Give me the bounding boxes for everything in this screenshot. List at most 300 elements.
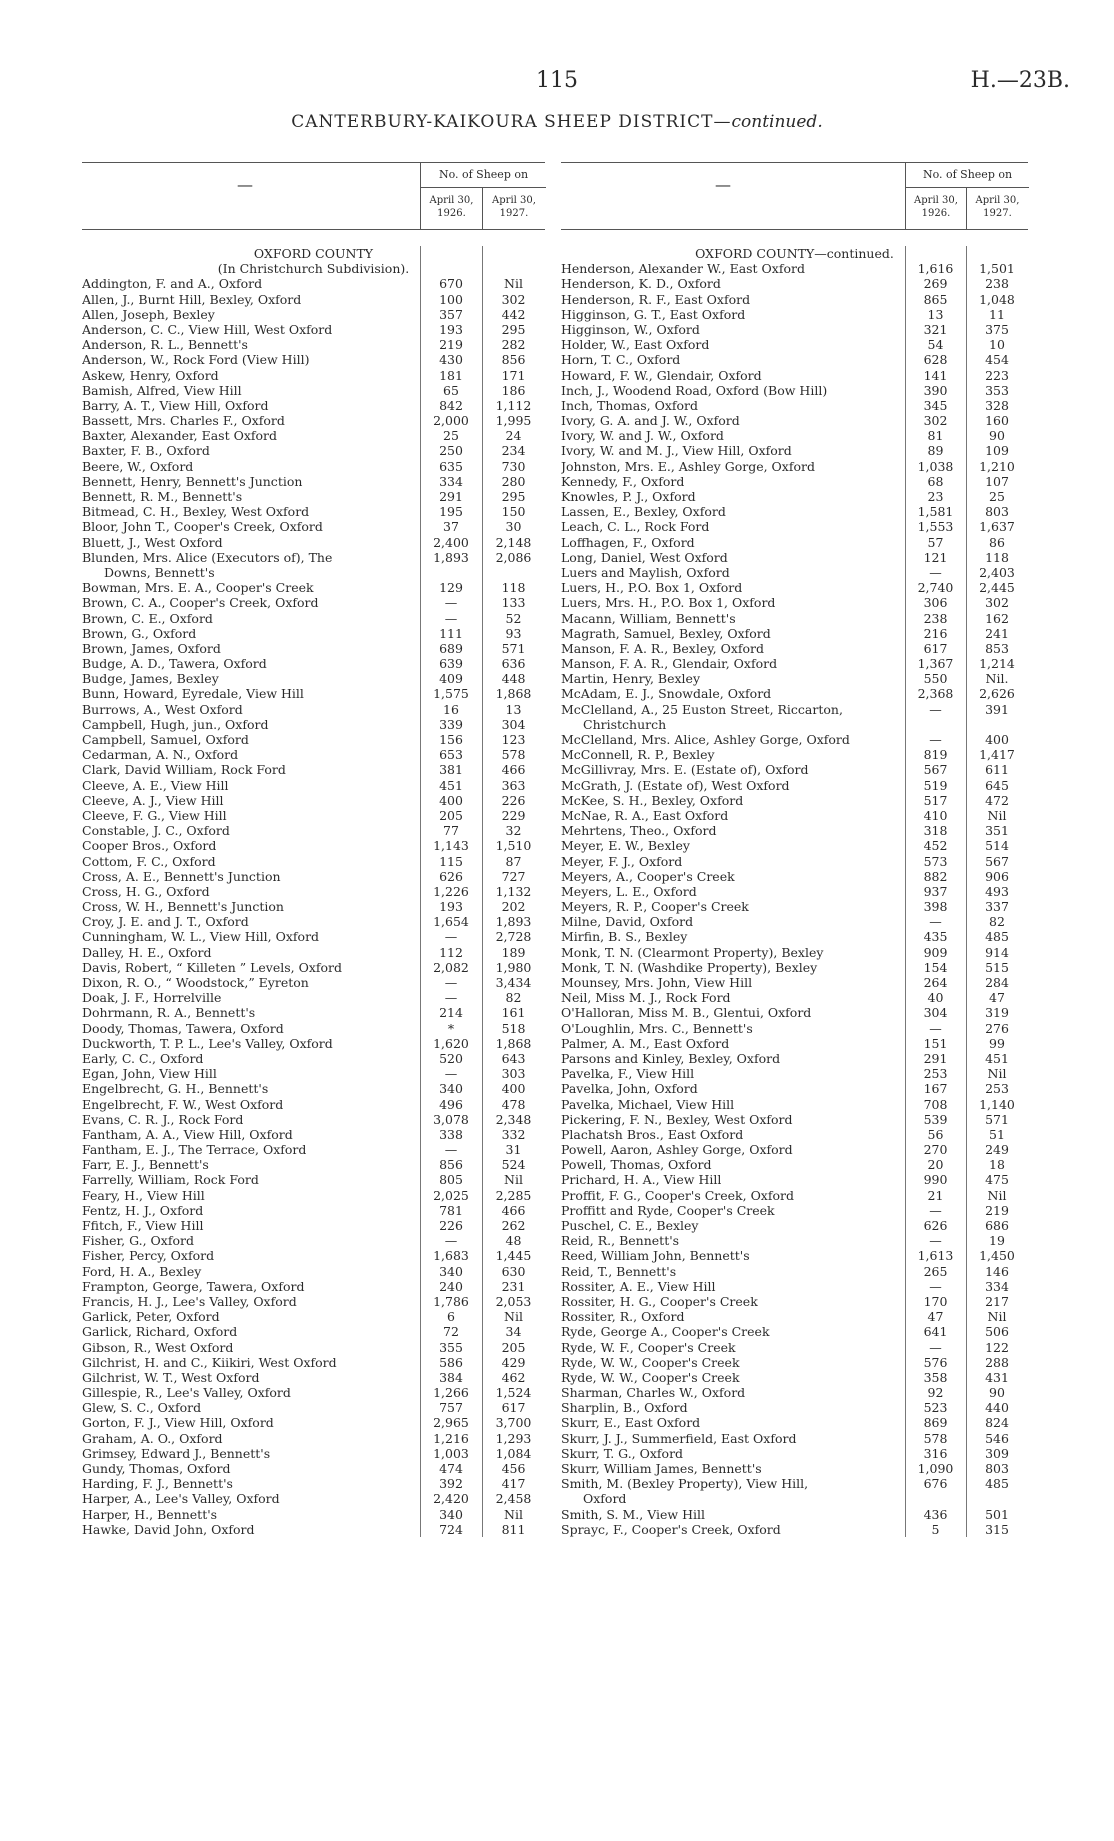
sheep-1927: 2,403 [979,564,1015,580]
sheep-1927: 25 [989,489,1005,504]
owner-name: McConnell, R. P., Bexley [561,747,715,763]
sheep-1927: 803 [985,1461,1009,1476]
sheep-1927: 1,524 [495,1385,532,1401]
sheep-1926: 384 [439,1369,463,1385]
table-row [561,398,1028,413]
sheep-1927: 1,293 [495,1430,532,1446]
sheep-1926: 121 [923,549,948,565]
sheep-1927: 319 [985,1005,1009,1021]
owner-name: Skurr, William James, Bennett's [561,1461,762,1476]
table-row [82,656,545,671]
sheep-1926: 757 [439,1400,463,1416]
owner-name: Burrows, A., West Oxford [82,701,243,717]
sheep-1927: 1,112 [495,397,532,413]
sheep-1927: 90 [989,428,1005,444]
sheep-1927: 86 [989,534,1005,550]
table-header [82,162,545,230]
sheep-1926: 882 [923,868,948,884]
sheep-1927: 1,210 [979,458,1015,474]
sheep-1926: 216 [923,625,948,641]
owner-name: Grimsey, Edward J., Bennett's [82,1445,271,1461]
sheep-1927: 309 [985,1445,1009,1461]
table-row [561,565,1028,580]
sheep-1927: 304 [501,716,526,732]
table-row [82,1446,545,1461]
owner-name: Meyer, E. W., Bexley [561,838,690,854]
table-row [82,1218,545,1233]
owner-name: Skurr, T. G., Oxford [561,1445,684,1461]
table-row [561,535,1028,550]
owner-name: Bloor, John T., Cooper's Creek, Oxford [82,519,323,535]
sheep-1927: 219 [985,1202,1009,1218]
owner-name: Ryde, W. W., Cooper's Creek [561,1369,740,1385]
sheep-1926: — [929,701,942,717]
owner-name: Bowman, Mrs. E. A., Cooper's Creek [82,580,314,596]
sheep-1926: 253 [923,1066,948,1082]
sheep-1926: 89 [927,443,944,459]
sheep-1926: 77 [443,823,459,839]
sheep-1927: 506 [985,1324,1009,1340]
owner-name: Smith, S. M., View Hill [561,1506,705,1522]
sheep-1927: 727 [501,868,526,884]
sheep-1927: 282 [501,337,526,353]
table-row [561,504,1028,519]
table-row [82,823,545,838]
owner-name: McGrath, J. (Estate of), West Oxford [561,777,790,793]
sheep-1926: 156 [439,732,463,747]
sheep-1926: 653 [439,747,463,763]
sheep-1927: 856 [501,352,526,368]
sheep-1926: — [444,929,458,945]
owner-name: Dixon, R. O., “ Woodstock,” Eyreton [82,975,309,990]
sheep-1926: — [929,1278,942,1294]
sheep-1927: 2,458 [495,1491,532,1507]
table-row [82,504,545,519]
sheep-1926: 340 [439,1081,463,1097]
sheep-1926: 409 [439,671,463,687]
sheep-1927: 186 [501,382,526,398]
sheep-1926: 47 [927,1309,944,1325]
owner-name: Rossiter, H. G., Cooper's Creek [561,1293,758,1309]
sheep-1926: 357 [439,306,463,322]
table-row [561,702,1028,717]
owner-name: Bassett, Mrs. Charles F., Oxford [82,413,285,429]
sheep-1926: 154 [923,959,948,975]
sheep-1926: 1,003 [433,1445,469,1461]
sheep-1927: 2,445 [979,580,1015,596]
table-row [82,1279,545,1294]
sheep-1927: 466 [501,1202,526,1218]
table-row [82,1097,545,1112]
sheep-1927: 448 [501,671,526,687]
table-row [82,884,545,899]
sheep-1927: 262 [501,1218,526,1233]
name-column-header: — [715,175,731,194]
owner-name: Harper, H., Bennett's [82,1506,218,1522]
sheep-1926: 205 [439,807,463,823]
sheep-1926: 724 [439,1521,463,1537]
owner-name: Long, Daniel, West Oxford [561,549,728,565]
table-row [561,686,1028,701]
sheep-1926: — [929,732,942,747]
table-row [82,686,545,701]
owner-name: McGillivray, Mrs. E. (Estate of), Oxford [561,762,809,778]
owner-name: Garlick, Richard, Oxford [82,1324,238,1340]
sheep-1926: 129 [439,580,463,596]
sheep-1927: 337 [985,899,1009,915]
sheep-1927: 686 [985,1218,1009,1233]
table-row [561,1446,1028,1461]
sheep-1926: 21 [927,1187,944,1203]
sheep-1926: 167 [923,1081,948,1097]
owner-name: Cunningham, W. L., View Hill, Oxford [82,929,320,945]
table-row [82,580,545,595]
owner-name: Cross, H. G., Oxford [82,883,210,899]
table-row [82,929,545,944]
sheep-1927: Nil [504,1172,523,1188]
table-row [561,443,1028,458]
sheep-1927: 1,637 [979,519,1015,535]
sheep-1927: 630 [501,1263,526,1279]
sheep-1926: 519 [923,777,948,793]
sheep-1927: 334 [985,1278,1009,1294]
table-row [82,337,545,352]
sheep-1926: 1,581 [917,504,954,520]
table-row [82,1157,545,1172]
sheep-1926: 2,400 [433,534,469,550]
sheep-1927: 332 [501,1126,526,1142]
sheep-1927: Nil [504,276,523,292]
sheep-1926: 1,553 [917,519,954,535]
owner-name: Downs, Bennett's [104,564,215,580]
sheep-1926: 193 [439,321,463,337]
sheep-1927: 295 [501,321,526,337]
sheep-1926: 1,216 [433,1430,469,1446]
table-row [82,1248,545,1263]
owner-name: Glew, S. C., Oxford [82,1400,202,1416]
sheep-1926: 181 [439,367,463,383]
owner-name: Plachatsh Bros., East Oxford [561,1126,744,1142]
sheep-1927: 567 [985,853,1009,869]
owner-name: Duckworth, T. P. L., Lee's Valley, Oxford [82,1035,333,1051]
owner-name: Gillespie, R., Lee's Valley, Oxford [82,1385,291,1401]
owner-name: Ryde, George A., Cooper's Creek [561,1324,770,1340]
owner-name: Rossiter, A. E., View Hill [561,1278,716,1294]
owner-name: Oxford [583,1491,627,1507]
table-row [82,702,545,717]
sheep-1927: 906 [985,868,1009,884]
table-row [561,595,1028,610]
sheep-1926: 523 [923,1400,948,1416]
owner-name: Graham, A. O., Oxford [82,1430,223,1446]
table-row [561,1340,1028,1355]
sheep-1926: 100 [439,291,463,307]
sheep-1926: 567 [923,762,948,778]
table-row [82,1431,545,1446]
sheep-1926: 302 [923,413,948,429]
table-row [82,626,545,641]
sheep-1927: 284 [985,975,1009,990]
sheep-1926: 550 [923,671,948,687]
table-row [82,793,545,808]
sheep-1927: 223 [985,367,1009,383]
sheep-1926: 334 [439,473,463,489]
sheep-1927: 1,868 [495,686,532,702]
sheep-1926: 304 [923,1005,948,1021]
owner-name: Barry, A. T., View Hill, Oxford [82,397,269,413]
table-row [561,337,1028,352]
table-row [561,550,1028,565]
table-row [82,990,545,1005]
sheep-1926: 340 [439,1506,463,1522]
owner-name: Horn, T. C., Oxford [561,352,681,368]
sheep-1926: 517 [923,792,948,808]
table-row [82,443,545,458]
sheep-1927: 276 [985,1020,1009,1036]
sheep-1927: 914 [985,944,1009,960]
sheep-1927: 133 [501,595,526,611]
sheep-1927: 2,348 [495,1111,532,1127]
sheep-1927: 485 [985,1476,1009,1492]
sheep-1927: 475 [985,1172,1009,1188]
sheep-1926: 3,078 [433,1111,469,1127]
sheep-1926: 219 [439,337,463,353]
sheep-1926: 400 [439,792,463,808]
owner-name: Reed, William John, Bennett's [561,1248,750,1264]
sheep-1927: Nil [987,1309,1007,1325]
sheep-1927: 1,214 [979,656,1015,672]
sheep-1926: 20 [927,1157,944,1173]
owner-name: Meyers, R. P., Cooper's Creek [561,899,749,915]
sheep-1926: 628 [923,352,948,368]
sheep-1926: 72 [443,1324,459,1340]
owner-name: Parsons and Kinley, Bexley, Oxford [561,1050,781,1066]
table-row [82,1203,545,1218]
owner-name: Proffit, F. G., Cooper's Creek, Oxford [561,1187,794,1203]
owner-name: Budge, A. D., Tawera, Oxford [82,656,267,672]
table-row [561,914,1028,929]
sheep-1927: 2,728 [495,929,532,945]
owner-name: Puschel, C. E., Bexley [561,1218,699,1233]
sheep-1927: 234 [501,443,526,459]
owner-name: Palmer, A. M., East Oxford [561,1035,730,1051]
table-row [82,565,545,580]
owner-name: Howard, F. W., Glendair, Oxford [561,367,762,383]
sheep-1926: — [929,564,942,580]
sheep-1926: 6 [447,1309,455,1325]
table-row [561,1233,1028,1248]
table-row [561,899,1028,914]
owner-name: Fantham, E. J., The Terrace, Oxford [82,1142,307,1158]
sheep-1926: 250 [439,443,463,459]
sheep-1927: 824 [985,1415,1009,1431]
sheep-1926: 238 [923,610,948,626]
table-row [82,1476,545,1491]
owner-name: Anderson, C. C., View Hill, West Oxford [82,321,333,337]
table-row [561,1431,1028,1446]
owner-name: Cottom, F. C., Oxford [82,853,216,869]
table-row [561,1385,1028,1400]
owner-name: Doody, Thomas, Tawera, Oxford [82,1020,284,1036]
table-row [82,611,545,626]
table-row [82,489,545,504]
table-row [561,1157,1028,1172]
sheep-1927: 118 [985,549,1009,565]
table-row [561,960,1028,975]
table-row [82,276,545,291]
sheep-1926: 451 [439,777,463,793]
owner-name: Rossiter, R., Oxford [561,1309,685,1325]
sheep-1926: 345 [923,397,948,413]
table-header [561,162,1028,230]
sheep-1927: 466 [501,762,526,778]
sheep-1927: 730 [501,458,526,474]
table-row [561,1218,1028,1233]
sheep-1927: 303 [501,1066,526,1082]
table-row [561,854,1028,869]
sheep-1927: 118 [501,580,526,596]
table-row [561,489,1028,504]
sheep-1927: 3,434 [495,975,532,990]
sheep-1926: 5 [931,1521,940,1537]
owner-name: McClelland, A., 25 Euston Street, Riccarton, [561,701,843,717]
sheep-1926: 112 [439,944,463,960]
owner-name: Farrelly, William, Rock Ford [82,1172,259,1188]
sheep-1927: 162 [985,610,1009,626]
table-row [561,1522,1028,1537]
owner-name: Sharplin, B., Oxford [561,1400,688,1416]
sheep-1926: 937 [923,883,948,899]
owner-name: Loffhagen, F., Oxford [561,534,695,550]
sheep-1927: 161 [501,1005,526,1021]
owner-name: Milne, David, Oxford [561,914,694,930]
sheep-1927: 1,980 [495,959,532,975]
sheep-1927: 30 [505,519,522,535]
sheep-1927: 48 [505,1233,522,1249]
sheep-1927: 636 [501,656,526,672]
sheep-1926: 436 [923,1506,948,1522]
sheep-1926: 496 [439,1096,463,1112]
sheep-1926: 676 [923,1476,948,1492]
sheep-1926: 381 [439,762,463,778]
owner-name: Ryde, W. F., Cooper's Creek [561,1339,736,1355]
owner-name: Brown, James, Oxford [82,640,221,656]
sheep-1926: 54 [927,337,944,353]
table-row [561,1005,1028,1020]
table-row [561,1066,1028,1081]
table-row [82,398,545,413]
sheep-1927: 515 [985,959,1009,975]
owner-name: Higginson, G. T., East Oxford [561,306,746,322]
sheep-1926: 635 [439,458,463,474]
table-row [561,838,1028,853]
document-reference: H.—23B. [970,68,1070,93]
april-1927-header: April 30, 1927. [966,188,1028,229]
sheep-1927: 431 [985,1369,1009,1385]
sheep-1926: 2,082 [433,959,469,975]
sheep-1926: 390 [923,382,948,398]
table-row [82,1005,545,1020]
sheep-1926: — [444,1142,458,1158]
sheep-1927: 1,445 [495,1248,532,1264]
sheep-1926: 340 [439,1263,463,1279]
owner-name: Baxter, Alexander, East Oxford [82,428,277,444]
sheep-1927: 363 [501,777,526,793]
owner-name: Mehrtens, Theo., Oxford [561,823,717,839]
sheep-1926: 909 [923,944,948,960]
sheep-1927: 1,868 [495,1035,532,1051]
april-1927-header: April 30, 1927. [482,188,545,229]
table-row [82,1461,545,1476]
table-row [82,732,545,747]
owner-name: Fantham, A. A., View Hill, Oxford [82,1126,293,1142]
sheep-1927: 249 [985,1142,1009,1158]
sheep-1927: 429 [501,1354,526,1370]
sheep-1927: 546 [985,1430,1009,1446]
table-row [561,519,1028,534]
owner-name: Gibson, R., West Oxford [82,1339,234,1355]
table-row [82,1172,545,1187]
table-row [82,322,545,337]
sheep-1926: 1,226 [433,883,469,899]
owner-name: Henderson, K. D., Oxford [561,276,721,292]
sheep-1927: 146 [985,1263,1009,1279]
table-row [561,1021,1028,1036]
sheep-1926: 269 [923,276,948,292]
sheep-1927: 454 [985,352,1009,368]
sheep-1926: 708 [923,1096,948,1112]
owner-name: Bitmead, C. H., Bexley, West Oxford [82,504,310,520]
owner-name: Inch, J., Woodend Road, Oxford (Bow Hill) [561,382,828,398]
owner-name: Francis, H. J., Lee's Valley, Oxford [82,1293,297,1309]
table-row [82,899,545,914]
table-row [82,945,545,960]
sheep-1926: — [444,595,458,611]
sheep-1927: 1,132 [495,883,532,899]
table-row [82,1491,545,1506]
sheep-1926: 576 [923,1354,948,1370]
sheep-1927: 123 [501,732,526,747]
sheep-1927: 462 [501,1369,526,1385]
sheep-1927: 1,995 [495,413,532,429]
sheep-1927: 1,417 [979,747,1015,763]
owner-name: Martin, Henry, Bexley [561,671,701,687]
owner-name: Reid, T., Bennett's [561,1263,677,1279]
table-row [561,1188,1028,1203]
owner-name: Sprayc, F., Cooper's Creek, Oxford [561,1521,781,1537]
sheep-1926: 355 [439,1339,463,1355]
sheep-1927: 442 [501,306,526,322]
owner-name: Davis, Robert, “ Killeten ” Levels, Oxford [82,959,343,975]
sheep-1926: 452 [923,838,948,854]
table-row [82,459,545,474]
sheep-1926: — [444,610,458,626]
sheep-1926: 81 [927,428,944,444]
owner-name: Christchurch [583,716,667,732]
sheep-1927: 160 [985,413,1009,429]
sheep-1927: 440 [985,1400,1009,1416]
table-row [82,383,545,398]
owner-name: Doak, J. F., Horrelville [82,990,222,1006]
table-row [82,1400,545,1415]
owner-name: Harding, F. J., Bennett's [82,1476,233,1492]
sheep-1926: 865 [923,291,948,307]
sheep-1927: 811 [501,1521,526,1537]
table-row [561,732,1028,747]
sheep-1927: 2,148 [495,534,532,550]
sheep-1926: 435 [923,929,948,945]
table-row [82,747,545,762]
